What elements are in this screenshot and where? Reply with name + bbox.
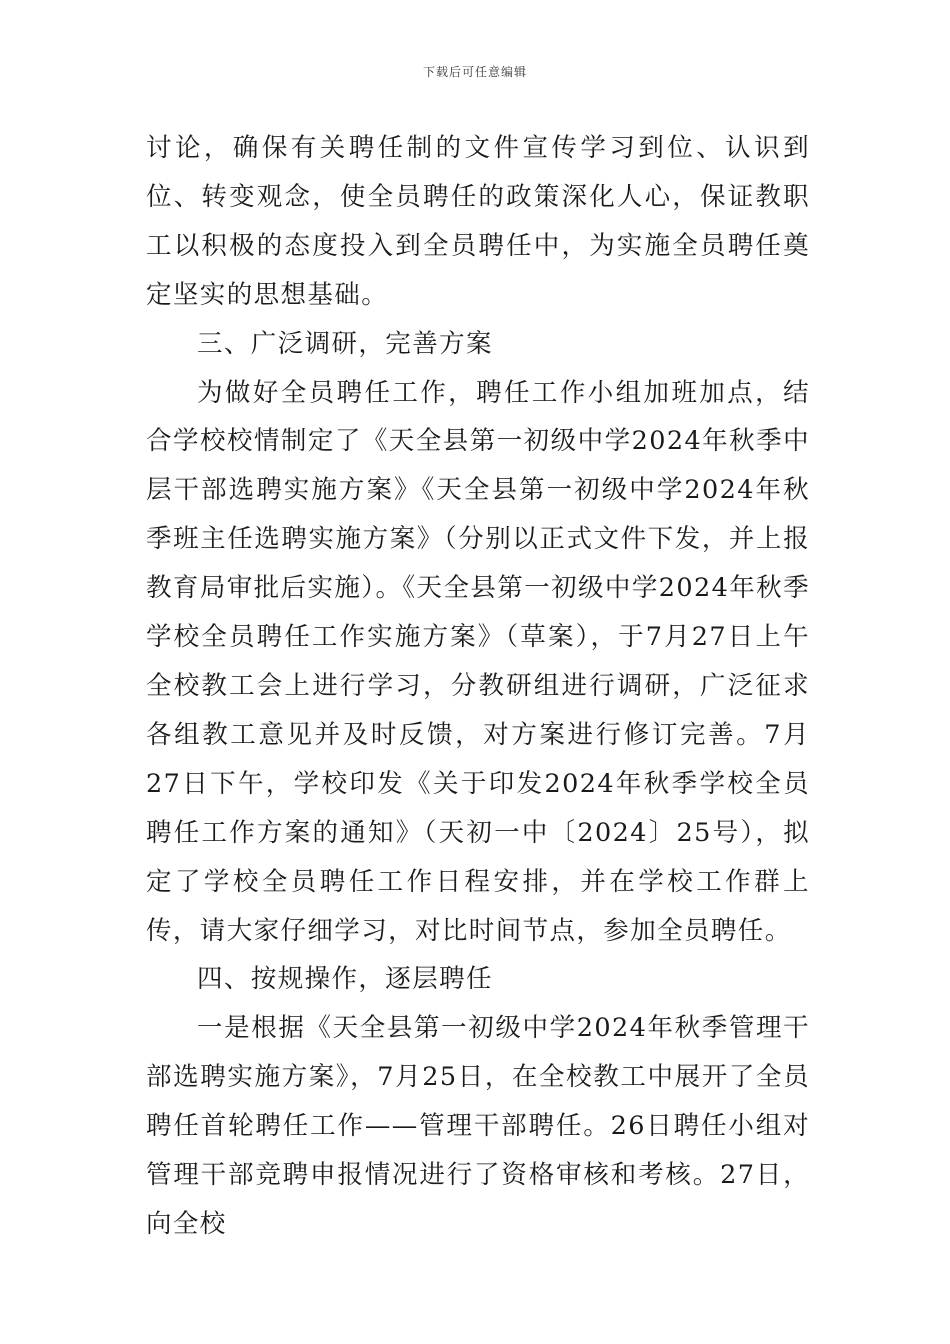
paragraph-research: 为做好全员聘任工作，聘任工作小组加班加点，结合学校校情制定了《天全县第一初级中学2024年秋季中层干部选聘实施方案》《天全县第一初级中学2024年秋季班主任选聘实施方案》（分别以正式文件下发，并上报教育局审批后实施）。《天全县第一初级中学2024年秋季学校全员聘任工作实施方案》（草案），于7月27日上午全校教工会上进行学习，分教研组进行调研，广泛征求各组教工意见并及时反馈，对方案进行修订完善。7月27日下午，学校印发《关于印发2024年秋季学校全员聘任工作方案的通知》（天初一中〔2024〕25号），拟定了学校全员聘任工作日程安排，并在学校工作群上传，请大家仔细学习，对比时间节点，参加全员聘任。 xyxy=(146,377,810,946)
paragraph-operation: 一是根据《天全县第一初级中学2024年秋季管理干部选聘实施方案》，7月25日，在全校教工中展开了全员聘任首轮聘任工作——管理干部聘任。26日聘任小组对管理干部竞聘申报情况进行了资格审核和考核。27日，向全校 xyxy=(146,1013,810,1239)
page-header: 下载后可任意编辑 xyxy=(422,65,527,79)
document-body xyxy=(146,124,810,1249)
section-heading-operation: 四、按规操作，逐层聘任 xyxy=(197,964,493,995)
paragraph-continuation: 讨论，确保有关聘任制的文件宣传学习到位、认识到位、转变观念，使全员聘任的政策深化人心，保证教职工以积极的态度投入到全员聘任中，为实施全员聘任奠定坚实的思想基础。 xyxy=(146,133,810,310)
section-heading-research: 三、广泛调研，完善方案 xyxy=(197,328,493,359)
